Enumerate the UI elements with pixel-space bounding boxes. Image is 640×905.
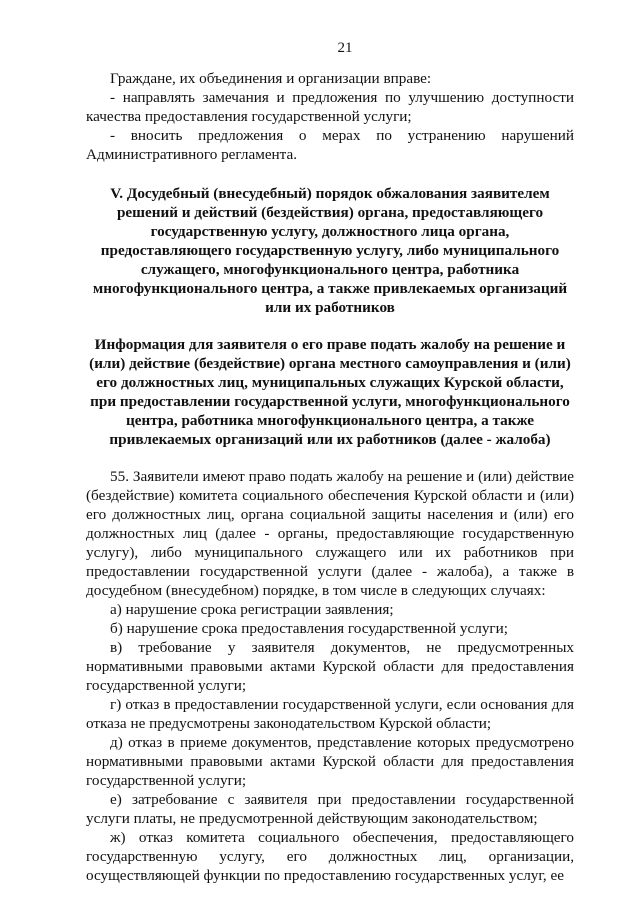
case-item: е) затребование с заявителя при предоставлении государственной услуги платы, не предусмотренной действующим законодательством; <box>86 791 574 827</box>
case-item: ж) отказ комитета социального обеспечения, предоставляющего государственную услугу, его должностных лиц, организации, осуществляющей функции по предоставлению государственных услуг, ее <box>86 829 574 884</box>
case-item: в) требование у заявителя документов, не предусмотренных нормативными правовыми актами Курской области для предоставления государственной услуги; <box>86 639 574 694</box>
section-title: V. Досудебный (внесудебный) порядок обжалования заявителем решений и действий (бездействия) органа, предоставляющего государственную услугу, должностного лица органа, предоставляющего государственную услугу, либо муниципального служащего, многофункционального центра, работника многофункционального центра, а также привлекаемых организаций или их работников <box>92 185 568 316</box>
case-item: г) отказ в предоставлении государственной услуги, если основания для отказа не предусмотрены законодательством Курской области; <box>86 696 574 732</box>
intro-block <box>86 69 574 164</box>
paragraph-55: 55. Заявители имеют право подать жалобу на решение и (или) действие (бездействие) комитета социального обеспечения Курской области и (или) его должностных лиц, органа социальной защиты населения и (или) его должностных лиц (далее - органы, предоставляющие государственную услугу), либо муниципального служащего или их работников при предоставлении государственной услуги (далее - жалоба), а также в досудебном (внесудебном) порядке, в том числе в следующих случаях: <box>86 468 574 599</box>
case-item: б) нарушение срока предоставления государственной услуги; <box>110 620 508 637</box>
body-text <box>86 467 574 885</box>
intro-item: - вносить предложения о мерах по устранению нарушений Административного регламента. <box>86 127 574 163</box>
page-number: 21 <box>337 40 353 56</box>
intro-item: - направлять замечания и предложения по улучшению доступности качества предоставления государственной услуги; <box>86 89 574 125</box>
case-item: д) отказ в приеме документов, представление которых предусмотрено нормативными правовыми актами Курской области для предоставления государственной услуги; <box>86 734 574 789</box>
case-item: а) нарушение срока регистрации заявления; <box>110 601 394 618</box>
intro-lead: Граждане, их объединения и организации вправе: <box>110 70 432 87</box>
section-subtitle: Информация для заявителя о его праве подать жалобу на решение и (или) действие (бездействие) органа местного самоуправления и (или) его должностных лиц, муниципальных служащих Курской области, при предоставлении государственной услуги, многофункционального центра, работника многофункционального центра, а также привлекаемых организаций или их работников (далее - жалоба) <box>89 336 571 448</box>
